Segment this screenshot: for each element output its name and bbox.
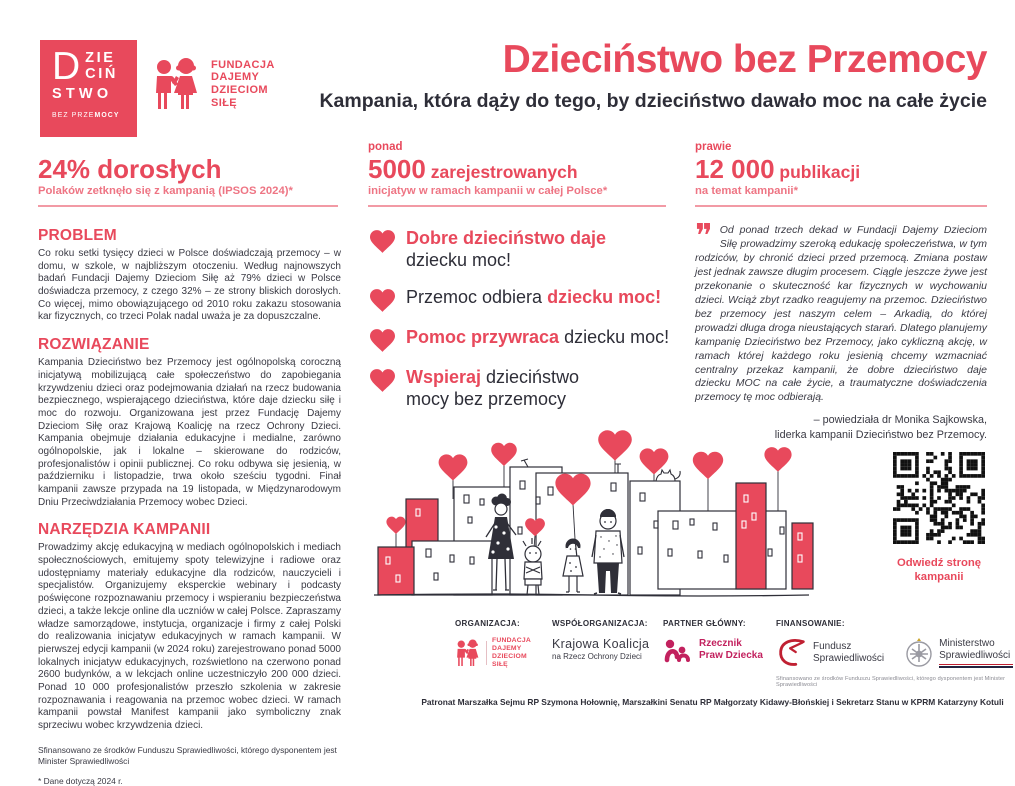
section-rozwiazanie [38,336,341,509]
stat-prefix: ponad [368,141,403,153]
krajowa-koalicja-name: Krajowa Koalicja [552,637,650,651]
page-subtitle: Kampania, która dąży do tego, by dzieciństwo dawało moc na całe życie [319,90,987,112]
stat-value: 24% dorosłych [38,154,222,184]
partner-label: ORGANIZACJA: [455,619,520,628]
section-heading: NARZĘDZIA KAMPANII [38,521,211,539]
message-text: Wspieraj dzieciństwo mocy bez przemocy [406,366,580,409]
quote-icon: ❞ [695,216,713,255]
heart-icon [370,230,395,253]
ministerstwo-sprawiedliwosci-logo [904,637,1013,669]
quote-attribution: – powiedziała dr Monika Sajkowska, liderka kampanii Dzieciństwo bez Przemocy. [774,414,987,441]
ministry-stripes [939,664,1013,668]
section-body: Prowadzimy akcję edukacyjną w mediach ogólnopolskich i mediach społecznościowych, emitujemy spoty telewizyjne i radiowe oraz udostępniamy materiały edukacyjne dla rodziców, nauczycieli i specjalistów. Organizujemy eksperckie webinary i podcasty poświęcone rozpoznawaniu przemocy i wspieraniu bezpieczeństwa dzieci, a także lekcje online dla uczniów w całej Polsce. Zapraszamy władze samorządowe, instytucja, organizacje i firmy z całej Polski do realizowania inicjatyw edukacyjnych w ramach kampanii. W pierwszej edycji kampanii (w 2024 roku) zarejestrowano ponad 5000 lokalnych inicjatyw edukacyjnych, rozświetlono na czerwono ponad 2600 budynków, a w lekcjach online uczestniczyło 200 000 dzieci. Ponad 10 000 profesjonalistów przeszło szkolenia w zakresie rozpoznawania i reagowania na przemoc wobec dzieci. W ramach kampanii powstał Manifest kampanii jako symboliczny znak sprzeciwu wobec krzywdzenia dzieci. [38,542,341,731]
message-text: Dobre dzieciństwo daje dziecku moc! [406,228,607,270]
stat-description: Polaków zetknęło się z kampanią (IPSOS 2024)* [38,185,293,198]
partner-label: PARTNER GŁÓWNY: [663,619,746,628]
stat-prefix: prawie [695,141,732,153]
fundusz-logo-text: Fundusz Sprawiedliwości [813,641,885,664]
message-text: Pomoc przywraca dziecku moc! [406,326,670,347]
patronage-line: Patronat Marszałka Sejmu RP Szymona Hołownię, Marszałkini Senatu RP Małgorzaty Kidawy-Błońskiej i Sekretarz Stanu w KPRM Katarzyny Kotuli [421,697,1004,707]
section-body: Kampania Dzieciństwo bez Przemocy jest ogólnopolską coroczną inicjatywą mobilizującą całe społeczeństwo do zapobiegania krzywdzeniu dzieci oraz podejmowania działań na rzecz budowania bezpiecznego, wspierającego dzieciństwa, które daje dziecku siłę i moc do rozwoju. Organizowana jest przez Fundację Dajemy Dzieciom Siłę oraz Krajową Koalicję na rzecz Ochrony Dzieci. Kampania obejmuje działania edukacyjne i medialne, zarówno ogólnopolskie, jak i lokalne – skierowane do rodziców, profesjonalistów i opinii publicznej. Co roku odbywa się jesienią, w październiku i listopadzie, trwa około sześciu tygodni. Finał kampanii zawsze przypada na 19 listopada, w Międzynarodowym Dniu Przeciwdziałania Przemocy wobec Dzieci. [38,357,341,508]
logo-line-cin: CIŃ [85,65,118,82]
data-footnote: * Dane dotyczą 2024 r. [38,775,123,786]
left-column [38,227,341,786]
logo-line-zie: ZIE [85,50,116,66]
stat-description: inicjatyw w ramach kampanii w całej Polsce* [368,185,608,198]
logo-line-stwo: STWO [52,85,113,102]
children-icon [152,57,202,111]
fdds-logo [152,57,275,111]
section-heading: ROZWIĄZANIE [38,336,150,354]
divider [368,205,666,207]
partner-label: FINANSOWANIE: [776,619,845,628]
qr-code [893,452,985,544]
message-text: Przemoc odbiera dziecku moc! [406,286,662,307]
messages [370,228,670,426]
section-body: Co roku setki tysięcy dzieci w Polsce doświadczają przemocy – w domu, w szkole, w najbliższym otoczeniu. Według najnowszych badań Fundacji Dajemy Dzieciom Siłę aż 79% dzieci w Polsce doświadcza przemocy, z czego 32% – ze strony bliskich dorosłych. Co więcej, mimo obowiązującego od 2010 roku zakazu stosowania kar fizycznych, co trzeci Polak nadal uważa je za dopuszczalne. [38,248,341,323]
divider [38,205,338,207]
stat-value: 5000 zarejestrowanych [368,154,578,184]
heart-icon [370,289,395,312]
campaign-message [370,228,670,272]
krajowa-koalicja-sub: na Rzecz Ochrony Dzieci [552,652,642,661]
ministerstwo-logo-text: Ministerstwo Sprawiedliwości [939,638,1013,668]
campaign-message [370,287,670,312]
partner-label: WSPÓŁORGANIZACJA: [552,619,648,628]
fdds-logo-text: FUNDACJA DAJEMY DZIECIOM SIŁĘ [492,637,531,669]
divider [486,641,487,665]
fundusz-sprawiedliwosci-logo [776,637,884,669]
rzecznik-praw-dziecka-icon [663,637,693,663]
campaign-message [370,367,670,411]
city-illustration [368,437,815,618]
campaign-message [370,327,670,352]
rzecznik-logo-text: Rzecznik Praw Dziecka [699,638,763,661]
partner-wspolorganizacja [552,619,649,661]
page-title: Dzieciństwo bez Przemocy [502,38,987,81]
fdds-logo-text: FUNDACJA DAJEMY DZIECIOM SIŁĘ [211,58,275,109]
quote-text: ❞ Od ponad trzech dekad w Fundacji Dajemy Dzieciom Siłę prowadzimy szeroką edukację społeczeństwa, w tym rodziców, by chronić dzieci przed przemocą. Zmiana postaw jest jednak zawsze długim procesem. Ciągle jeszcze żywe jest przekonanie o skuteczność kar fizycznych w wychowaniu dzieci. Wciąż zbyt rzadko reagujemy na przemoc. Dzieciństwo bez przemocy jest naszym celem – Arkadią, do której prowadzi długa droga nieustających starań. Dlatego planujemy kampanię Dzieciństwo bez Przemocy, jako cykliczną akcję, w ramach której każdego roku jesienią chcemy wzmacniać centralny przekaz kampanii, że dobre dzieciństwo daje dziecku MOC na całe życie, a traumatyczne doświadczenia przemocy tę moc odbierają. [695,216,987,404]
section-problem [38,227,341,324]
logo-tagline: BEZ PRZEMOCY [52,111,120,119]
stat-initiatives [368,141,666,207]
heart-icon [370,329,395,352]
financing-note: Sfinansowano ze środków Funduszu Sprawiedliwości, którego dysponentem jest Minister Sprawiedliwości [776,676,1006,688]
qr-block [889,452,989,584]
quote-block [695,216,987,443]
dziecinstwo-bez-przemocy-logo [40,40,137,137]
funding-footnote: Sfinansowano ze środków Funduszu Sprawiedliwości, którego dysponentem jest Minister Sprawiedliwości [38,744,337,766]
heart-icon [370,369,395,392]
qr-caption: Odwiedź stronę kampanii [896,557,982,584]
children-icon [455,639,481,667]
stat-value: 12 000 publikacji [695,154,861,184]
partner-organizacja [455,619,531,669]
logo-letter-d: D [52,45,81,88]
stat-description: na temat kampanii* [695,185,798,198]
section-heading: PROBLEM [38,227,117,244]
partner-glowny [663,619,763,663]
partner-finansowanie [776,619,1015,688]
fundusz-sprawiedliwosci-icon [776,637,808,669]
divider [695,205,987,207]
stat-adults [38,141,338,207]
section-narzedzia [38,521,341,732]
eagle-emblem-icon [904,637,934,669]
stat-publications [695,141,987,207]
